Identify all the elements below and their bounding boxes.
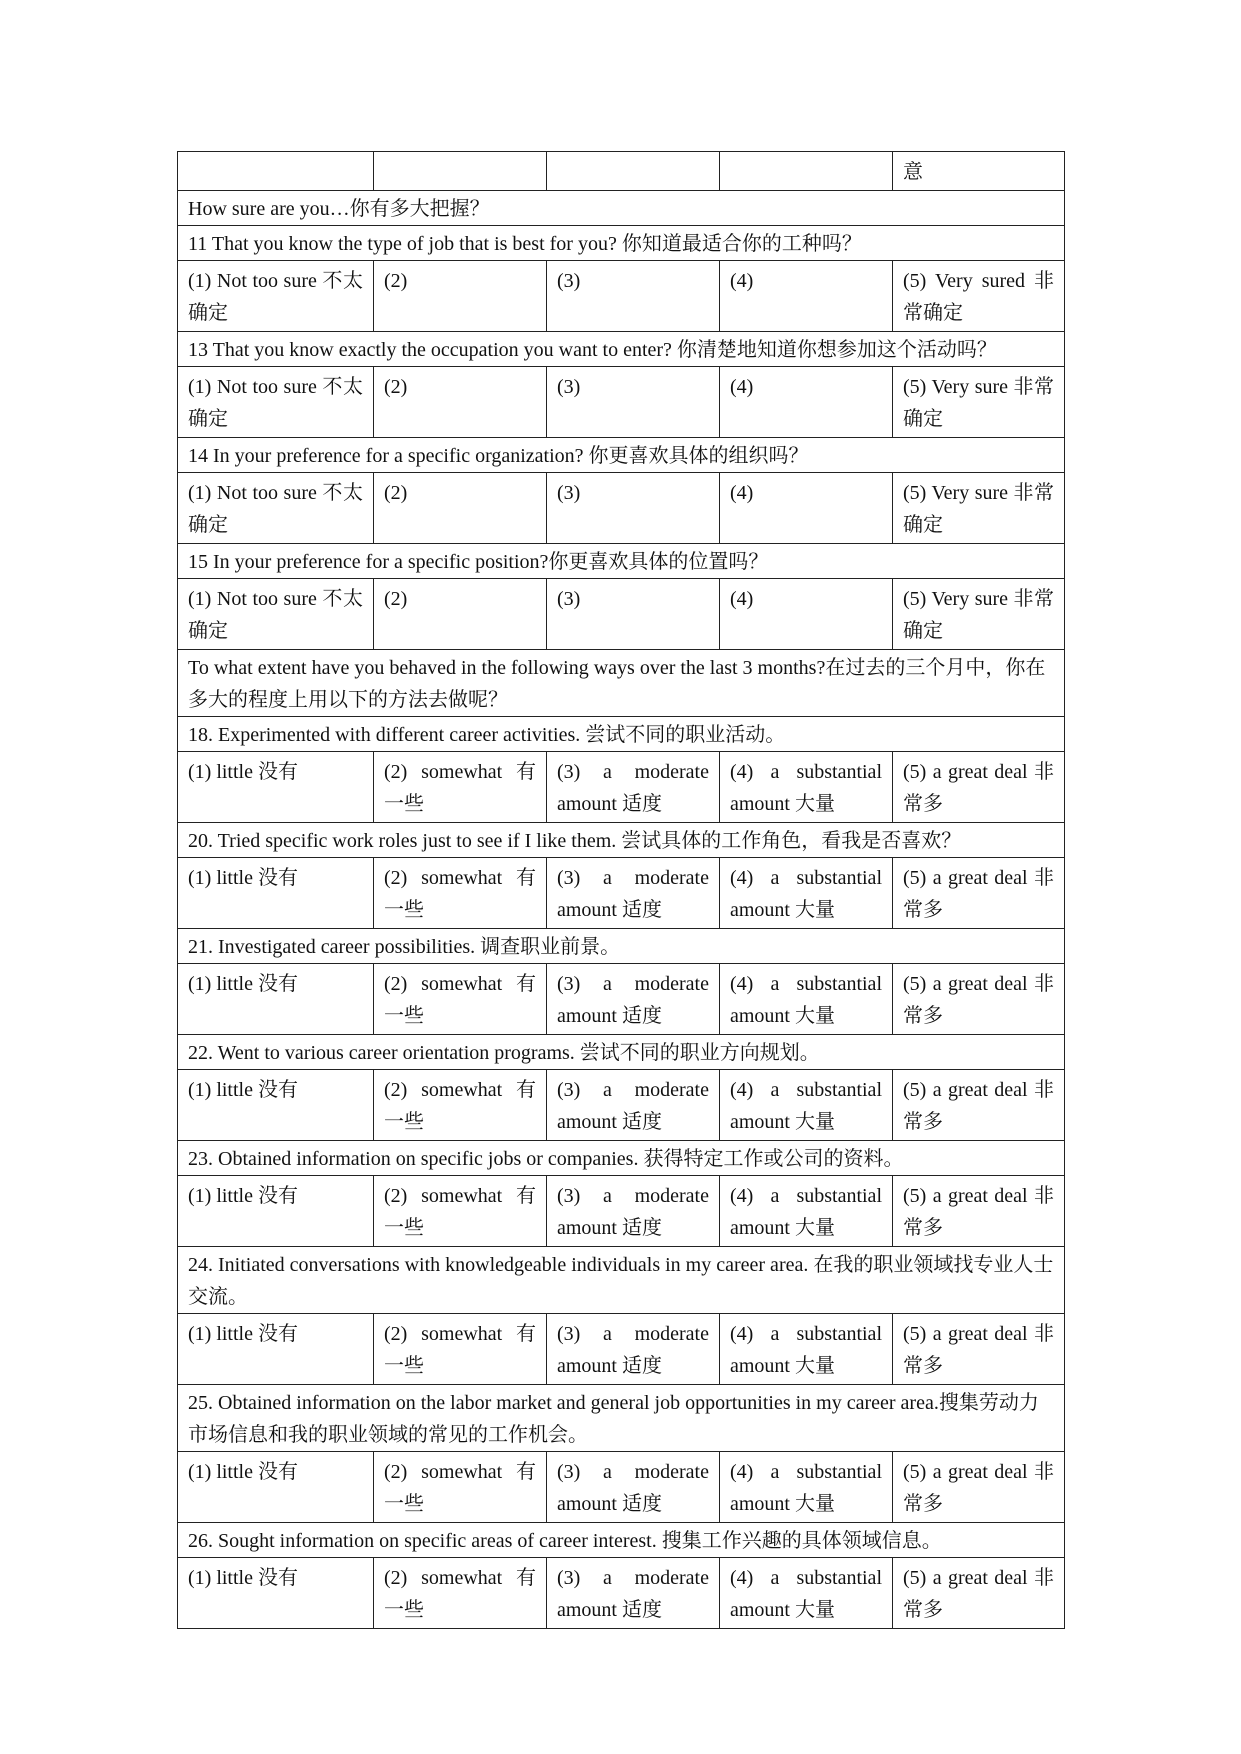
answer-option-3: (3) a moderate amount 适度 — [547, 1558, 720, 1629]
answer-option-1: (1) little 没有 — [178, 858, 374, 929]
answer-option-5: (5) a great deal 非常多 — [893, 1314, 1065, 1385]
answer-option-1: (1) little 没有 — [178, 964, 374, 1035]
answer-option-5: (5) Very sured 非常确定 — [893, 261, 1065, 332]
answer-options-row — [178, 1452, 1065, 1523]
answer-option-3: (3) a moderate amount 适度 — [547, 858, 720, 929]
answer-option-4: (4) — [720, 261, 893, 332]
answer-option-3: (3) a moderate amount 适度 — [547, 1314, 720, 1385]
section-heading: How sure are you…你有多大把握？ — [178, 191, 1065, 226]
answer-option-5: (5) a great deal 非常多 — [893, 752, 1065, 823]
answer-option-3: (3) a moderate amount 适度 — [547, 1452, 720, 1523]
answer-option-2: (2) somewhat 有一些 — [374, 1452, 547, 1523]
answer-option-2: (2) somewhat 有一些 — [374, 1176, 547, 1247]
answer-option-4: (4) a substantial amount 大量 — [720, 858, 893, 929]
question-row — [178, 544, 1065, 579]
answer-option-2: (2) somewhat 有一些 — [374, 1314, 547, 1385]
answer-option-4: (4) — [720, 367, 893, 438]
answer-option-5: (5) a great deal 非常多 — [893, 964, 1065, 1035]
question-row — [178, 438, 1065, 473]
section-heading-row — [178, 650, 1065, 717]
answer-option-5: (5) a great deal 非常多 — [893, 1558, 1065, 1629]
question-row — [178, 1141, 1065, 1176]
question-row — [178, 332, 1065, 367]
answer-option-3: (3) — [547, 473, 720, 544]
answer-options-row — [178, 1314, 1065, 1385]
section-heading-row — [178, 191, 1065, 226]
answer-option-5: (5) a great deal 非常多 — [893, 1452, 1065, 1523]
answer-option-2: (2) — [374, 579, 547, 650]
question-row — [178, 929, 1065, 964]
answer-option-2: (2) — [374, 261, 547, 332]
answer-option-1: (1) little 没有 — [178, 1452, 374, 1523]
answer-option-4: (4) a substantial amount 大量 — [720, 964, 893, 1035]
answer-option-5: (5) Very sure 非常确定 — [893, 579, 1065, 650]
answer-options-row — [178, 261, 1065, 332]
answer-option-2: (2) — [374, 473, 547, 544]
answer-option-3: (3) a moderate amount 适度 — [547, 964, 720, 1035]
answer-option-4: (4) — [720, 473, 893, 544]
answer-option-3: (3) — [547, 367, 720, 438]
answer-options-row — [178, 367, 1065, 438]
answer-option-4: (4) a substantial amount 大量 — [720, 752, 893, 823]
answer-option-5: (5) a great deal 非常多 — [893, 858, 1065, 929]
question-text: 22. Went to various career orientation programs. 尝试不同的职业方向规划。 — [178, 1035, 1065, 1070]
question-text: 18. Experimented with different career activities. 尝试不同的职业活动。 — [178, 717, 1065, 752]
answer-option-5: (5) Very sure 非常确定 — [893, 367, 1065, 438]
question-text: 11 That you know the type of job that is best for you? 你知道最适合你的工种吗？ — [178, 226, 1065, 261]
answer-option-1: (1) Not too sure 不太确定 — [178, 367, 374, 438]
answer-option-1: (1) little 没有 — [178, 752, 374, 823]
answer-option-3: (3) a moderate amount 适度 — [547, 752, 720, 823]
answer-option-4: (4) a substantial amount 大量 — [720, 1070, 893, 1141]
answer-options-row — [178, 1176, 1065, 1247]
survey-table-body — [178, 152, 1065, 1629]
answer-option-2: (2) somewhat 有一些 — [374, 1558, 547, 1629]
answer-option-2: (2) somewhat 有一些 — [374, 964, 547, 1035]
question-row — [178, 1247, 1065, 1314]
answer-option-1: (1) Not too sure 不太确定 — [178, 473, 374, 544]
answer-option-5: (5) a great deal 非常多 — [893, 1176, 1065, 1247]
question-row — [178, 1035, 1065, 1070]
top-cell-3 — [547, 152, 720, 191]
answer-option-3: (3) a moderate amount 适度 — [547, 1176, 720, 1247]
answer-option-5: (5) Very sure 非常确定 — [893, 473, 1065, 544]
survey-table — [177, 151, 1065, 1629]
section-heading: To what extent have you behaved in the following ways over the last 3 months?在过去的三个月中，你在多大的程度上用以下的方法去做呢？ — [178, 650, 1065, 717]
question-row — [178, 1523, 1065, 1558]
answer-option-1: (1) little 没有 — [178, 1176, 374, 1247]
answer-option-4: (4) a substantial amount 大量 — [720, 1452, 893, 1523]
answer-options-row — [178, 579, 1065, 650]
question-text: 15 In your preference for a specific position?你更喜欢具体的位置吗？ — [178, 544, 1065, 579]
answer-options-row — [178, 473, 1065, 544]
question-row — [178, 823, 1065, 858]
top-cell-4 — [720, 152, 893, 191]
answer-option-4: (4) a substantial amount 大量 — [720, 1558, 893, 1629]
question-text: 14 In your preference for a specific organization? 你更喜欢具体的组织吗？ — [178, 438, 1065, 473]
answer-option-4: (4) a substantial amount 大量 — [720, 1314, 893, 1385]
top-cell-2 — [374, 152, 547, 191]
answer-option-5: (5) a great deal 非常多 — [893, 1070, 1065, 1141]
answer-option-1: (1) Not too sure 不太确定 — [178, 261, 374, 332]
answer-options-row — [178, 752, 1065, 823]
answer-option-4: (4) — [720, 579, 893, 650]
answer-option-1: (1) little 没有 — [178, 1070, 374, 1141]
answer-options-row — [178, 1070, 1065, 1141]
question-row — [178, 1385, 1065, 1452]
question-text: 26. Sought information on specific areas of career interest. 搜集工作兴趣的具体领域信息。 — [178, 1523, 1065, 1558]
answer-option-4: (4) a substantial amount 大量 — [720, 1176, 893, 1247]
question-text: 23. Obtained information on specific jobs or companies. 获得特定工作或公司的资料。 — [178, 1141, 1065, 1176]
answer-option-1: (1) Not too sure 不太确定 — [178, 579, 374, 650]
question-text: 24. Initiated conversations with knowledgeable individuals in my career area. 在我的职业领域找专业人士交流。 — [178, 1247, 1065, 1314]
answer-option-2: (2) — [374, 367, 547, 438]
top-continuation-row — [178, 152, 1065, 191]
question-text: 20. Tried specific work roles just to see if I like them. 尝试具体的工作角色，看我是否喜欢？ — [178, 823, 1065, 858]
question-text: 13 That you know exactly the occupation you want to enter? 你清楚地知道你想参加这个活动吗？ — [178, 332, 1065, 367]
answer-options-row — [178, 858, 1065, 929]
answer-option-3: (3) — [547, 261, 720, 332]
answer-option-2: (2) somewhat 有一些 — [374, 1070, 547, 1141]
answer-option-3: (3) — [547, 579, 720, 650]
top-cell-1 — [178, 152, 374, 191]
answer-options-row — [178, 1558, 1065, 1629]
answer-option-2: (2) somewhat 有一些 — [374, 752, 547, 823]
answer-options-row — [178, 964, 1065, 1035]
question-text: 25. Obtained information on the labor market and general job opportunities in my career area.搜集劳动力市场信息和我的职业领域的常见的工作机会。 — [178, 1385, 1065, 1452]
top-cell-5: 意 — [893, 152, 1065, 191]
answer-option-1: (1) little 没有 — [178, 1558, 374, 1629]
question-row — [178, 717, 1065, 752]
answer-option-2: (2) somewhat 有一些 — [374, 858, 547, 929]
answer-option-3: (3) a moderate amount 适度 — [547, 1070, 720, 1141]
answer-option-1: (1) little 没有 — [178, 1314, 374, 1385]
question-row — [178, 226, 1065, 261]
question-text: 21. Investigated career possibilities. 调查职业前景。 — [178, 929, 1065, 964]
